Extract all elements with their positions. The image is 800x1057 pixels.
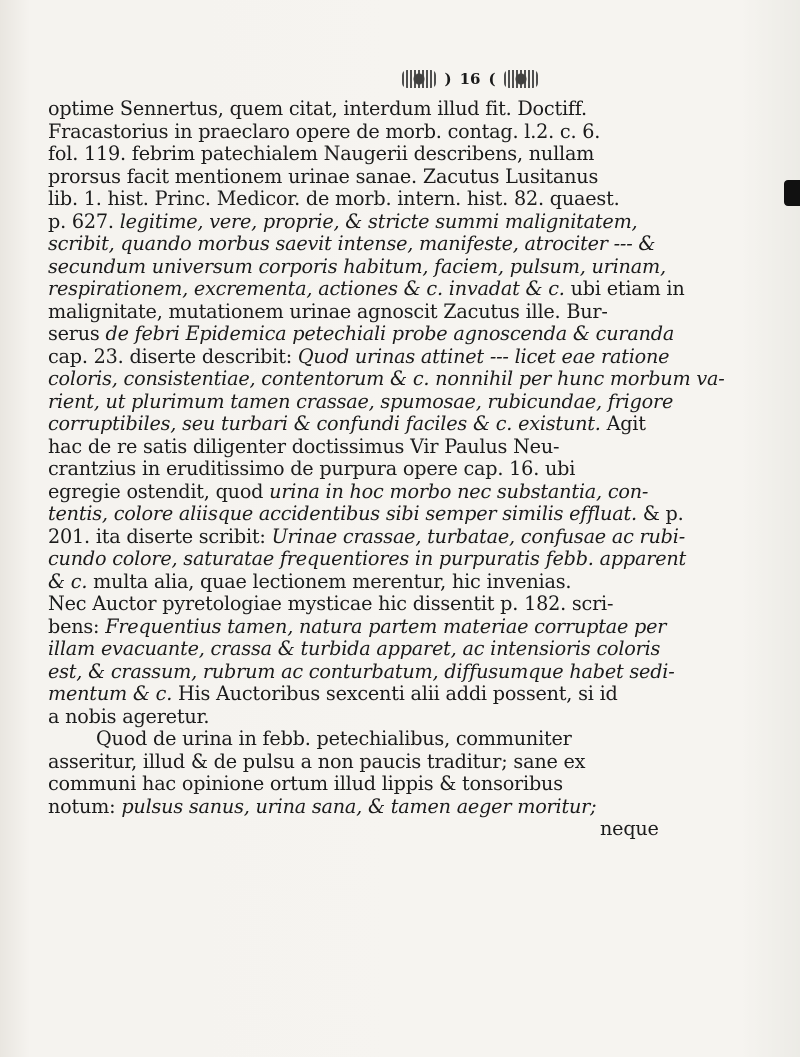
- italic-text: illam evacuante, crassa & turbida apparet, ac intensioris coloris: [48, 637, 661, 660]
- text-segment: egregie ostendit, quod: [48, 479, 270, 503]
- text-line: [48, 98, 770, 121]
- right-ornament-icon: [504, 70, 538, 88]
- text-segment: prorsus facit mentionem urinae sanae. Zacutus Lusitanus: [48, 164, 599, 188]
- text-line: [48, 548, 770, 571]
- text-line: [48, 526, 770, 549]
- text-line: [48, 301, 770, 324]
- italic-text: pulsus sanus, urina sana, & tamen aeger moritur;: [121, 794, 597, 818]
- header-left-mark: ): [444, 70, 452, 88]
- italic-text: scribit, quando morbus saevit intense, manifeste, atrociter --- &: [48, 232, 656, 255]
- text-line: [48, 706, 770, 729]
- text-line: [48, 143, 770, 166]
- text-line: [48, 503, 770, 526]
- italic-text: respirationem, excrementa, actiones & c. invadat & c.: [48, 277, 565, 300]
- left-ornament-icon: [402, 70, 436, 88]
- text-line: [48, 683, 770, 706]
- text-line: [48, 773, 770, 796]
- text-line: [48, 796, 770, 819]
- text-segment: Fracastorius in praeclaro opere de morb. contag. l.2. c. 6.: [48, 119, 601, 143]
- text-segment: crantzius in eruditissimo de purpura opere cap. 16. ubi: [48, 457, 576, 480]
- text-line: [48, 323, 770, 346]
- body-text: [48, 98, 770, 841]
- text-line: [48, 256, 770, 279]
- italic-text: de febri Epidemica petechiali probe agnoscenda & curanda: [105, 322, 675, 345]
- text-segment: malignitate, mutationem urinae agnoscit Zacutus ille. Bur-: [48, 299, 608, 323]
- text-line: [48, 571, 770, 594]
- text-segment: His Auctoribus sexcenti alii addi possent, si id: [172, 682, 618, 705]
- italic-text: cundo colore, saturatae frequentiores in purpuratis febb. apparent: [48, 547, 687, 570]
- text-line: [48, 593, 770, 616]
- text-line: [48, 436, 770, 459]
- italic-text: rient, ut plurimum tamen crassae, spumosae, rubicundae, frigore: [48, 389, 674, 413]
- italic-text: Urinae crassae, turbatae, confusae ac rubi-: [271, 524, 685, 548]
- italic-text: urina in hoc morbo nec substantia, con-: [269, 479, 649, 503]
- text-segment: & p.: [636, 502, 684, 525]
- text-segment: ubi etiam in: [564, 277, 685, 300]
- text-line: [48, 121, 770, 144]
- italic-text: coloris, consistentiae, contentorum & c. nonnihil per hunc morbum va-: [48, 367, 725, 390]
- text-line: [48, 458, 770, 481]
- page-number: 16: [459, 70, 481, 88]
- italic-text: & c.: [48, 569, 88, 593]
- italic-text: tentis, colore aliisque accidentibus sibi semper similis effluat.: [48, 502, 637, 525]
- text-line: [48, 278, 770, 301]
- text-line: [48, 211, 770, 234]
- text-line: [48, 481, 770, 504]
- page-header: [360, 62, 580, 96]
- header-right-mark: (: [488, 70, 496, 88]
- binding-tab-icon: [784, 180, 800, 206]
- text-line: [48, 188, 770, 211]
- text-line: [48, 818, 770, 841]
- italic-text: est, & crassum, rubrum ac conturbatum, diffusumque habet sedi-: [48, 659, 675, 683]
- text-line: [48, 661, 770, 684]
- text-segment: notum:: [48, 794, 122, 818]
- italic-text: Quod urinas attinet --- licet eae ratione: [297, 344, 670, 368]
- italic-text: secundum universum corporis habitum, faciem, pulsum, urinam,: [48, 254, 666, 278]
- text-line: [48, 638, 770, 661]
- text-segment: neque: [600, 817, 659, 840]
- text-segment: optime Sennertus, quem citat, interdum illud fit. Doctiff.: [48, 97, 587, 120]
- text-segment: p. 627.: [48, 209, 120, 233]
- text-line: [48, 751, 770, 774]
- italic-text: Frequentius tamen, natura partem materiae corruptae per: [105, 614, 667, 638]
- text-segment: multa alia, quae lectionem merentur, hic invenias.: [87, 569, 572, 593]
- text-line: [48, 413, 770, 436]
- text-line: [48, 616, 770, 639]
- text-segment: lib. 1. hist. Princ. Medicor. de morb. intern. hist. 82. quaest.: [48, 187, 620, 210]
- text-line: [48, 368, 770, 391]
- text-line: [48, 391, 770, 414]
- text-segment: cap. 23. diserte describit:: [48, 344, 298, 368]
- text-segment: Quod de urina in febb. petechialibus, communiter: [96, 727, 572, 750]
- italic-text: corruptibiles, seu turbari & confundi faciles & c. existunt.: [48, 412, 601, 435]
- text-line: [48, 166, 770, 189]
- text-segment: 201. ita diserte scribit:: [48, 524, 272, 548]
- text-segment: Nec Auctor pyretologiae mysticae hic dissentit p. 182. scri-: [48, 592, 614, 615]
- text-line: [48, 233, 770, 256]
- text-segment: Agit: [600, 412, 646, 435]
- text-segment: bens:: [48, 614, 106, 638]
- text-segment: hac de re satis diligenter doctissimus Vir Paulus Neu-: [48, 434, 560, 458]
- text-line: [48, 728, 770, 751]
- text-line: [48, 346, 770, 369]
- text-segment: communi hac opinione ortum illud lippis & tonsoribus: [48, 772, 563, 795]
- text-segment: asseritur, illud & de pulsu a non paucis traditur; sane ex: [48, 749, 586, 773]
- text-segment: fol. 119. febrim patechialem Naugerii describens, nullam: [48, 142, 595, 165]
- text-segment: a nobis ageretur.: [48, 704, 210, 728]
- text-segment: serus: [48, 322, 106, 345]
- italic-text: mentum & c.: [48, 682, 173, 705]
- italic-text: legitime, vere, proprie, & stricte summi malignitatem,: [119, 209, 638, 233]
